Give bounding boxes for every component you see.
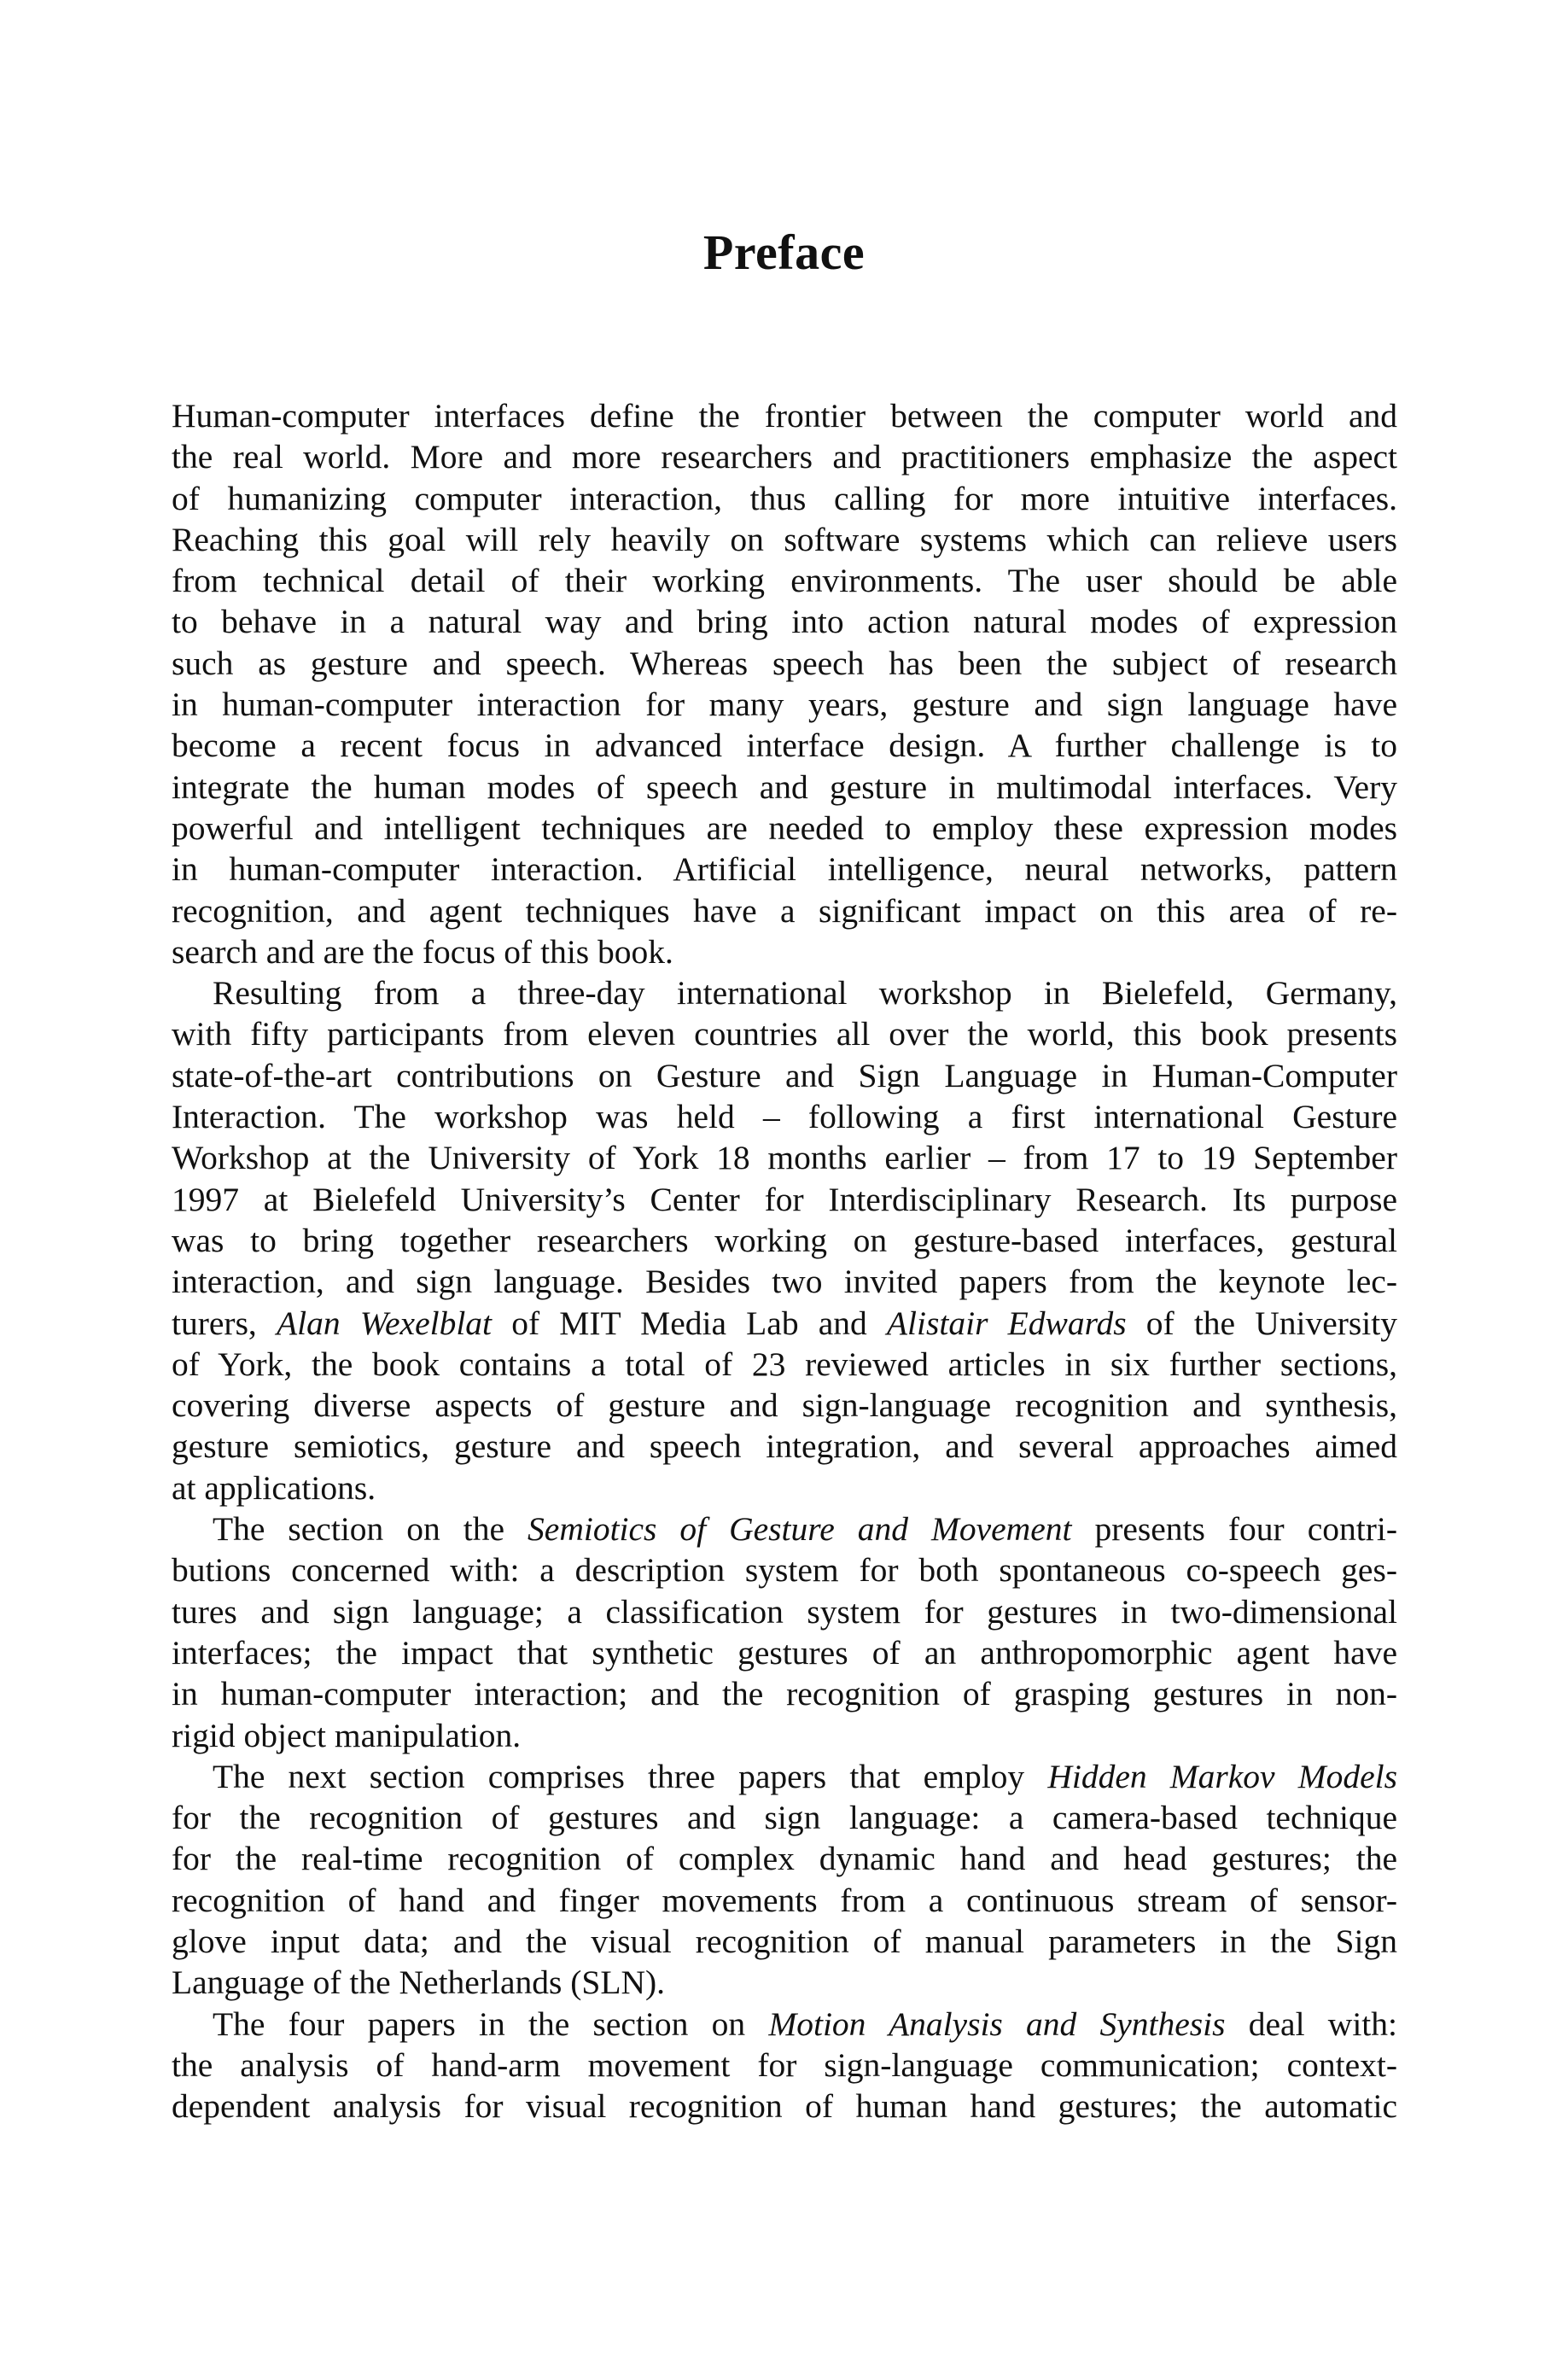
text-line: glove input data; and the visual recognition of manual parameters in the Sign bbox=[172, 1922, 1397, 1960]
keynote-speaker-name: Alistair Edwards bbox=[886, 1304, 1127, 1342]
text-line: recognition of hand and finger movements from a continuous stream of sensor- bbox=[172, 1881, 1397, 1919]
text-line: powerful and intelligent techniques are needed to employ these expression modes bbox=[172, 808, 1397, 847]
text-segment: The next section comprises three papers that employ bbox=[213, 1757, 1048, 1795]
text-line: the real world. More and more researchers and practitioners emphasize the aspect bbox=[172, 438, 1397, 476]
text-segment: turers, bbox=[172, 1304, 277, 1342]
text-line: Resulting from a three-day international workshop in Bielefeld, Germany, bbox=[213, 974, 1397, 1012]
keynote-speaker-name: Alan Wexelblat bbox=[276, 1304, 493, 1342]
text-line: in human-computer interaction for many years, gesture and sign language have bbox=[172, 686, 1397, 724]
text-line: state-of-the-art contributions on Gesture and Sign Language in Human-Computer bbox=[172, 1056, 1397, 1094]
text-line: Language of the Netherlands (SLN). bbox=[172, 1963, 666, 2002]
text-line: was to bring together researchers working on gesture-based interfaces, gestural bbox=[172, 1221, 1397, 1259]
text-line: to behave in a natural way and bring into action natural modes of expression bbox=[172, 603, 1397, 641]
text-line: dependent analysis for visual recognition of human hand gestures; the automatic bbox=[172, 2087, 1397, 2126]
page-title: Preface bbox=[702, 225, 866, 280]
preface-body bbox=[172, 395, 1397, 2127]
text-line: become a recent focus in advanced interface design. A further challenge is to bbox=[172, 726, 1397, 765]
text-segment: The four papers in the section on bbox=[213, 2004, 769, 2043]
paragraph-1 bbox=[172, 395, 1397, 972]
text-line: from technical detail of their working environments. The user should be able bbox=[172, 562, 1397, 600]
text-line: search and are the focus of this book. bbox=[172, 932, 673, 971]
text-line: at applications. bbox=[172, 1468, 376, 1507]
text-line: gesture semiotics, gesture and speech integration, and several approaches aimed bbox=[172, 1427, 1397, 1466]
text-line bbox=[172, 1303, 1397, 1344]
text-line: rigid object manipulation. bbox=[172, 1716, 522, 1754]
paragraph-3 bbox=[172, 1508, 1397, 1756]
text-segment: deal with: bbox=[1225, 2004, 1397, 2043]
text-line: for the real-time recognition of complex dynamic hand and head gestures; the bbox=[172, 1840, 1397, 1878]
text-line: Reaching this goal will rely heavily on software systems which can relieve users bbox=[172, 520, 1397, 558]
text-line: tures and sign language; a classification system for gestures in two-dimensional bbox=[172, 1592, 1397, 1631]
text-line bbox=[172, 1508, 1397, 1549]
text-line: in human-computer interaction; and the recognition of grasping gestures in non- bbox=[172, 1675, 1397, 1713]
text-line: Workshop at the University of York 18 months earlier – from 17 to 19 September bbox=[172, 1139, 1397, 1177]
text-line: of York, the book contains a total of 23 reviewed articles in six further sections, bbox=[172, 1345, 1397, 1383]
text-segment: The section on the bbox=[213, 1510, 528, 1549]
text-line: 1997 at Bielefeld University’s Center for Interdisciplinary Research. Its purpose bbox=[172, 1180, 1397, 1218]
text-line: such as gesture and speech. Whereas speech has been the subject of research bbox=[172, 644, 1397, 682]
text-segment: of MIT Media Lab and bbox=[492, 1304, 887, 1342]
text-line: for the recognition of gestures and sign language: a camera-based technique bbox=[172, 1799, 1397, 1837]
text-line: integrate the human modes of speech and gesture in multimodal interfaces. Very bbox=[172, 767, 1397, 806]
text-line bbox=[172, 1756, 1397, 1797]
paragraph-5 bbox=[172, 2004, 1397, 2127]
text-line: butions concerned with: a description system for both spontaneous co-speech ges- bbox=[172, 1551, 1397, 1590]
text-segment: presents four contri- bbox=[1071, 1510, 1397, 1549]
text-line bbox=[172, 2004, 1397, 2045]
text-line: of humanizing computer interaction, thus calling for more intuitive interfaces. bbox=[172, 479, 1397, 517]
text-line: Human-computer interfaces define the frontier between the computer world and bbox=[172, 397, 1397, 435]
section-title: Semiotics of Gesture and Movement bbox=[528, 1510, 1072, 1549]
text-line: interfaces; the impact that synthetic gestures of an anthropomorphic agent have bbox=[172, 1633, 1397, 1672]
paragraph-2 bbox=[172, 972, 1397, 1508]
text-line: covering diverse aspects of gesture and sign-language recognition and synthesis, bbox=[172, 1386, 1397, 1425]
text-line: recognition, and agent techniques have a significant impact on this area of re- bbox=[172, 891, 1397, 930]
text-segment: of the University bbox=[1126, 1304, 1397, 1342]
section-title: Motion Analysis and Synthesis bbox=[768, 2004, 1226, 2043]
text-line: Interaction. The workshop was held – following a first international Gesture bbox=[172, 1098, 1397, 1136]
section-title: Hidden Markov Models bbox=[1047, 1757, 1397, 1795]
paragraph-4 bbox=[172, 1756, 1397, 2004]
text-line: with fifty participants from eleven countries all over the world, this book presents bbox=[172, 1015, 1397, 1053]
text-line: the analysis of hand-arm movement for sign-language communication; context- bbox=[172, 2045, 1397, 2084]
text-line: in human-computer interaction. Artificial intelligence, neural networks, pattern bbox=[172, 850, 1397, 889]
text-line: interaction, and sign language. Besides two invited papers from the keynote lec- bbox=[172, 1263, 1397, 1301]
